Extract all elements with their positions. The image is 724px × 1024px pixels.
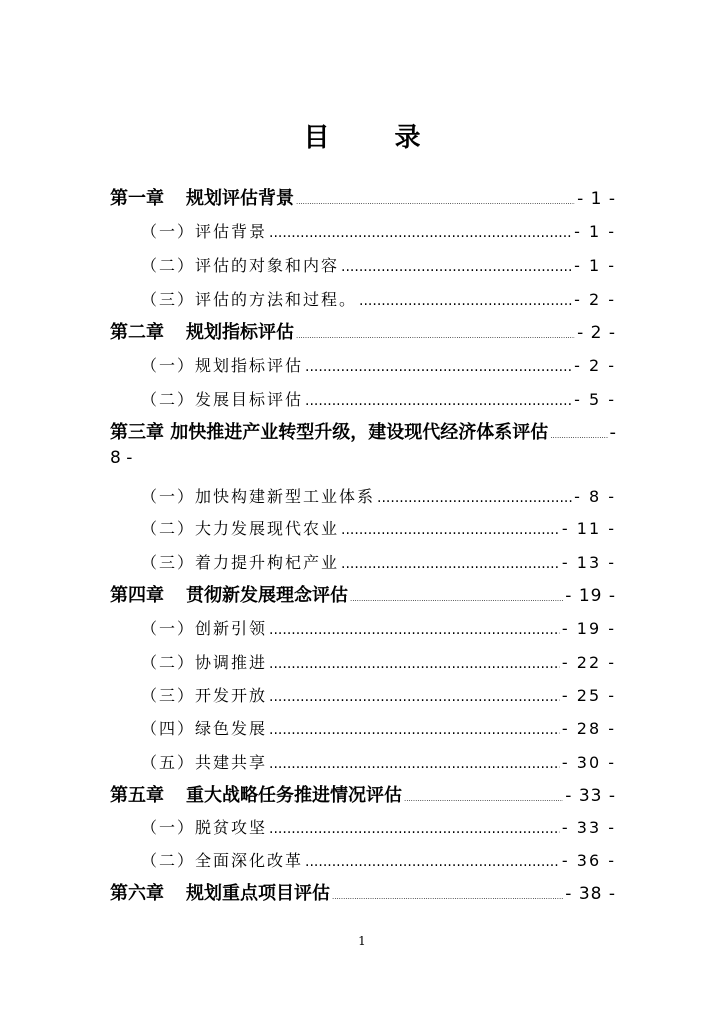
chapter-title: 规划评估背景 bbox=[186, 188, 294, 209]
page-number: - 36 - bbox=[561, 851, 616, 870]
section-title: （二）全面深化改革 bbox=[141, 851, 304, 870]
section-title: （一）创新引领 bbox=[141, 619, 268, 638]
page-number: - 1 - bbox=[574, 256, 616, 275]
page-number: - 38 - bbox=[565, 884, 616, 904]
toc-chapter-2[interactable] bbox=[110, 318, 616, 344]
dot-leader bbox=[269, 756, 560, 772]
toc-chapter-5[interactable] bbox=[110, 781, 616, 807]
toc-section-1-1[interactable] bbox=[141, 219, 616, 242]
dot-leader bbox=[341, 259, 572, 275]
dot-leader bbox=[305, 359, 572, 375]
page-number: - 2 - bbox=[577, 323, 616, 343]
toc-chapter-3-page-wrap: 8 - bbox=[110, 448, 133, 468]
section-title: （二）大力发展现代农业 bbox=[141, 519, 340, 538]
toc-section-4-5[interactable] bbox=[141, 750, 616, 773]
page-number: - 19 - bbox=[561, 619, 616, 638]
toc-section-1-2[interactable] bbox=[141, 253, 616, 276]
page-number: - 1 - bbox=[577, 189, 616, 209]
dot-leader bbox=[269, 722, 560, 738]
dot-leader bbox=[296, 198, 575, 206]
section-title: （二）协调推进 bbox=[141, 653, 268, 672]
dot-leader bbox=[341, 556, 560, 572]
toc-section-4-2[interactable] bbox=[141, 650, 616, 673]
dot-leader bbox=[269, 225, 572, 241]
section-title: （四）绿色发展 bbox=[141, 719, 268, 738]
dot-leader bbox=[269, 689, 560, 705]
chapter-number: 第五章 bbox=[110, 785, 164, 806]
page-number: - 2 - bbox=[574, 356, 616, 375]
dot-leader bbox=[341, 522, 560, 538]
page-title: 目 录 bbox=[303, 123, 449, 153]
section-title: （一）评估背景 bbox=[141, 222, 268, 241]
page-number-part: - bbox=[609, 422, 616, 443]
chapter-number: 第二章 bbox=[110, 322, 164, 343]
toc-section-3-2[interactable] bbox=[141, 516, 616, 539]
dot-leader bbox=[404, 795, 563, 803]
page-number: - 19 - bbox=[565, 586, 616, 606]
dot-leader bbox=[269, 656, 560, 672]
section-title: （一）加快构建新型工业体系 bbox=[141, 487, 376, 506]
toc-section-3-3[interactable] bbox=[141, 550, 616, 573]
toc-chapter-1[interactable] bbox=[110, 184, 616, 210]
dot-leader bbox=[269, 622, 560, 638]
dot-leader bbox=[296, 332, 575, 340]
dot-leader bbox=[269, 821, 560, 837]
chapter-title: 重大战略任务推进情况评估 bbox=[186, 785, 402, 806]
section-title: （一）规划指标评估 bbox=[141, 356, 304, 375]
dot-leader bbox=[377, 490, 572, 506]
page-number: - 1 - bbox=[574, 222, 616, 241]
page-number: - 5 - bbox=[574, 390, 616, 409]
chapter-title: 规划指标评估 bbox=[186, 322, 294, 343]
page-number: - 33 - bbox=[561, 818, 616, 837]
dot-leader bbox=[332, 893, 563, 901]
chapter-title: 规划重点项目评估 bbox=[186, 883, 330, 904]
page-number: - 25 - bbox=[561, 686, 616, 705]
toc-section-4-3[interactable] bbox=[141, 683, 616, 706]
toc-section-4-4[interactable] bbox=[141, 716, 616, 739]
chapter-title: 贯彻新发展理念评估 bbox=[186, 585, 348, 606]
toc-section-1-3[interactable] bbox=[141, 287, 616, 310]
chapter-title: 第三章 加快推进产业转型升级，建设现代经济体系评估 bbox=[110, 422, 549, 443]
chapter-number: 第六章 bbox=[110, 883, 164, 904]
toc-chapter-3[interactable] bbox=[110, 418, 616, 444]
toc-section-5-1[interactable] bbox=[141, 815, 616, 838]
toc-section-2-1[interactable] bbox=[141, 353, 616, 376]
dot-leader bbox=[550, 432, 607, 440]
section-title: （五）共建共享 bbox=[141, 753, 268, 772]
toc-section-3-1[interactable] bbox=[141, 484, 616, 507]
page-number: - 22 - bbox=[561, 653, 616, 672]
chapter-number: 第一章 bbox=[110, 188, 164, 209]
section-title: （一）脱贫攻坚 bbox=[141, 818, 268, 837]
page-number: - 2 - bbox=[574, 290, 616, 309]
dot-leader bbox=[305, 854, 560, 870]
chapter-number: 第四章 bbox=[110, 585, 164, 606]
page-number: - 11 - bbox=[561, 519, 616, 538]
dot-leader bbox=[359, 293, 572, 309]
toc-chapter-6[interactable] bbox=[110, 879, 616, 905]
dot-leader bbox=[305, 393, 572, 409]
footer-page-number: 1 bbox=[358, 934, 366, 948]
page-number: - 30 - bbox=[561, 753, 616, 772]
toc-section-4-1[interactable] bbox=[141, 616, 616, 639]
page-number: - 13 - bbox=[561, 553, 616, 572]
section-title: （三）着力提升枸杞产业 bbox=[141, 553, 340, 572]
section-title: （三）开发开放 bbox=[141, 686, 268, 705]
page-number: - 33 - bbox=[565, 786, 616, 806]
section-title: （二）评估的对象和内容 bbox=[141, 256, 340, 275]
dot-leader bbox=[350, 595, 563, 603]
toc-section-5-2[interactable] bbox=[141, 848, 616, 871]
toc-section-2-2[interactable] bbox=[141, 387, 616, 410]
toc-chapter-4[interactable] bbox=[110, 581, 616, 607]
section-title: （三）评估的方法和过程。 bbox=[141, 290, 358, 309]
section-title: （二）发展目标评估 bbox=[141, 390, 304, 409]
page-number: - 8 - bbox=[574, 487, 616, 506]
page-number: - 28 - bbox=[561, 719, 616, 738]
